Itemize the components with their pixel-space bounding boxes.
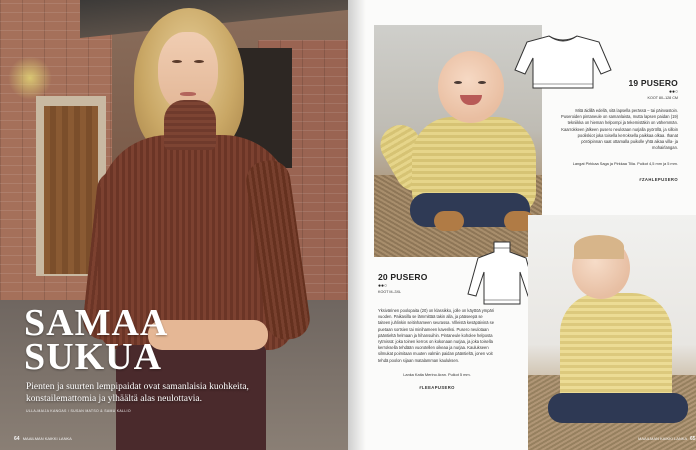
left-folio	[14, 436, 72, 442]
turtleneck-collar	[164, 100, 216, 150]
baby-hair	[574, 235, 624, 259]
left-footer: MAAILMAN KAIKKI LANKA	[22, 436, 72, 441]
pattern-20-sizes: KOOT M–3XL	[378, 290, 402, 294]
model-eye-right	[194, 60, 204, 63]
pattern-20-block	[378, 272, 496, 390]
pattern-19-difficulty: ●●○	[668, 89, 678, 95]
pattern-20-title: 20 PUSERO	[378, 272, 428, 282]
article-title	[24, 302, 254, 378]
pattern-19-sizes: KOOT 80–128 CM	[647, 96, 678, 100]
model-mouth	[180, 92, 196, 96]
photo-credit: ULLA-MAIJA KANGAS / SUSAN MATSO & SAMU KALLIO	[26, 409, 131, 413]
wall-lamp	[8, 56, 52, 100]
article-subtitle: Pienten ja suurten lempipaidat ovat samanlaisia kuohkeita, konstailemattomia ja ylhäältä alas neulottavia.	[26, 382, 249, 404]
pattern-20-difficulty: ●●○	[378, 283, 388, 289]
right-folio	[638, 436, 696, 442]
pattern-19-description: Mitä äidillä edellä, sitä lapsella perässä – tai päinvastoin. Puseroiden pintaneule on samanlaista, mutta lapsen paidan (19) tekniikka on hieman helpompi ja tekemistäkin on vähemmän. Kaarrokkeen jälkeen pusero neulotaan nurjalla pyöröllä, ja silloin pooliskiot joka toisella kerroksella paikkaa olkaa. Ihanat pöröipinnan saat ottamalla puikolle yhtä aikaa villa- ja mohairlangan.	[561, 108, 678, 151]
pattern-20-yarn: Lanka Katia Merino Aran. Puikot 5 mm.	[403, 371, 471, 377]
baby-shoe-left	[434, 211, 464, 231]
pattern-20-hashtag: #LEEAPUSERO	[419, 385, 455, 391]
baby-eye-right	[478, 81, 486, 84]
baby-photo-seated	[528, 215, 696, 450]
right-page-number: 65	[690, 436, 696, 442]
pattern-20-description: Yksivärinen poolopaita (20) on klassikko, jolle on käyttöä ympäri vuoden. Paikasilla se lämmittää takin alla, ja pääseepä se taiteen juhlinkin seitinhameen seurassa. Villeistä kesäpäivinä se puetaan sortsien tai minihameen kaveriksi. Pusero neulotaan pääntieltä helmaan ja hihansuihin. Pintaneule koholee helposta rytmissä: joka toinen kerros on kokonaan nurjaa, ja joka toisella kerroksella tehdään vuorotellen oikeaa ja nurjaa. Kaulukseen silmukat poimitaan muuten valmiin paidan pääntieltä, jonen voit tehdä poolon sijaan matalamman kauluksen.	[378, 308, 495, 363]
article-title-line-1: SAMAA	[24, 302, 169, 344]
baby-jeans-2	[548, 393, 688, 423]
pattern-19-hashtag: #ZAHLEPUSERO	[639, 177, 678, 183]
article-title-line-2: SUKUA	[24, 336, 163, 378]
left-page-number: 64	[14, 436, 20, 442]
right-footer: MAAILMAN KAIKKI LANKA	[638, 436, 687, 441]
page-gutter-shadow	[348, 0, 366, 450]
model-eye-left	[172, 60, 182, 63]
right-page	[348, 0, 696, 450]
pattern-19-title: 19 PUSERO	[628, 78, 678, 88]
pattern-19-yarn: Langat Pirkkaa Saga ja Pirkkaa Tilia. Puikot 4,5 mm ja 5 mm.	[572, 161, 678, 167]
baby-eye-left	[454, 81, 462, 84]
baby-head	[438, 51, 504, 123]
pattern-19-block	[560, 78, 678, 182]
